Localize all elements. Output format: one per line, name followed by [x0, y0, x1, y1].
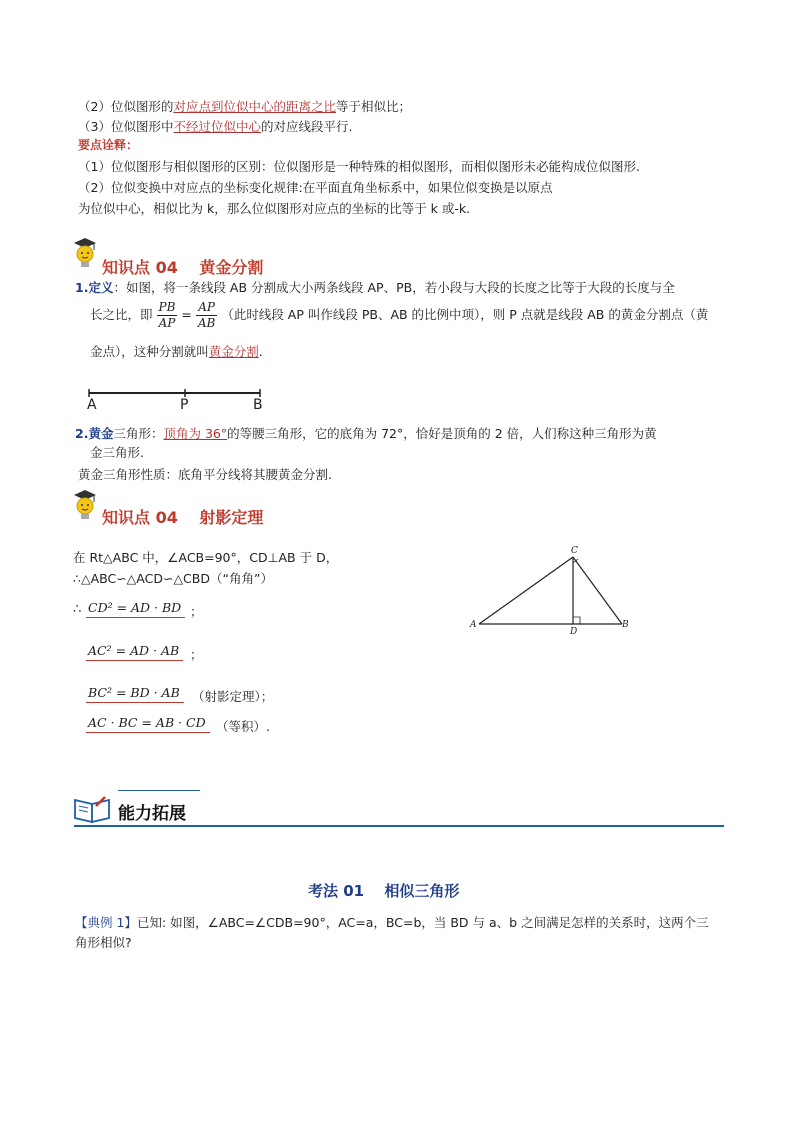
scholar-bulb-icon: [72, 236, 98, 270]
golden-triangle-line-2: 金三角形.: [90, 445, 144, 460]
example-line-1: 【典例 1】已知: 如图，∠ABC=∠CDB=90°，AC=a，BC=b，当 BD 与 a、b 之间满足怎样的关系时，这两个三: [75, 915, 709, 930]
segment-label-b: B: [253, 397, 263, 413]
fraction-pb-ap: $\frac{PB}{AP}$: [158, 300, 176, 330]
knowledge-point-title-golden: 知识点 04 黄金分割: [102, 258, 264, 277]
formula-4-tail: （等积）.: [216, 719, 270, 734]
section-title-capability: 能力拓展: [118, 804, 186, 824]
golden-definition-line-2: 长之比，即 $\frac{PB}{AP}$ = $\frac{AP}{AB}$ （此时线段 AP 叫作线段 PB、AB 的比例中项），则 P 点就是线段 AB 的黄金分割点（黄: [90, 300, 709, 330]
section-divider: [74, 825, 724, 827]
golden-definition-line-3: 金点），这种分割就叫黄金分割.: [90, 344, 263, 359]
scholar-bulb-icon: [72, 488, 98, 522]
formula-2-tail: ；: [190, 647, 203, 662]
formula-1-tail: ；: [190, 604, 203, 619]
vertex-label-c: C: [571, 546, 578, 556]
property-line-3: （3）位似图形中不经过位似中心的对应线段平行.: [78, 119, 353, 134]
vertex-label-b: B: [622, 620, 629, 630]
example-line-2: 角形相似?: [75, 935, 132, 950]
segment-ab-figure: [84, 385, 274, 417]
key-point-3: 为位似中心，相似比为 k，那么位似图形对应点的坐标的比等于 k 或-k.: [78, 201, 471, 216]
exam-method-title: 考法 01 相似三角形: [308, 882, 460, 900]
formula-cd-squared: CD² = AD · BD: [86, 600, 185, 618]
property-line-2: （2）位似图形的对应点到位似中心的距离之比等于相似比；: [78, 99, 411, 114]
key-point-1: （1）位似图形与相似图形的区别：位似图形是一种特殊的相似图形，而相似图形未必能构成位似图形.: [78, 159, 640, 174]
projection-similarity: ∴△ABC∽△ACD∽△CBD（“角角”）: [73, 571, 273, 586]
golden-definition-line-1: 1.定义：如图，将一条线段 AB 分割成大小两条线段 AP、PB，若小段与大段的长度之比等于大段的长度与全: [75, 280, 675, 295]
formula-ac-squared: AC² = AD · AB: [86, 643, 183, 661]
segment-label-p: P: [180, 397, 189, 413]
therefore-symbol: ∴: [73, 602, 82, 617]
vertex-label-d: D: [570, 627, 578, 637]
golden-triangle-property: 黄金三角形性质：底角平分线将其腰黄金分割.: [78, 467, 332, 482]
segment-label-a: A: [87, 397, 97, 413]
title-overline: [118, 790, 200, 791]
vertex-label-a: A: [470, 620, 477, 630]
fraction-ap-ab: $\frac{AP}{AB}$: [197, 300, 216, 330]
book-icon: [72, 792, 114, 824]
key-point-2: （2）位似变换中对应点的坐标变化规律:在平面直角坐标系中，如果位似变换是以原点: [78, 180, 553, 195]
formula-3-tail: （射影定理）；: [192, 689, 274, 704]
right-triangle-figure: [465, 545, 635, 640]
knowledge-point-title-projection: 知识点 04 射影定理: [102, 508, 264, 527]
formula-equal-area: AC · BC = AB · CD: [86, 715, 210, 733]
golden-triangle-line-1: 2.黄金三角形：顶角为 36°的等腰三角形，它的底角为 72°，恰好是顶角的 2 倍，人们称这种三角形为黄: [75, 426, 657, 441]
formula-bc-squared: BC² = BD · AB: [86, 685, 184, 703]
projection-condition: 在 Rt△ABC 中，∠ACB=90°，CD⊥AB 于 D，: [73, 550, 339, 565]
key-points-label: 要点诠释：: [78, 138, 139, 152]
